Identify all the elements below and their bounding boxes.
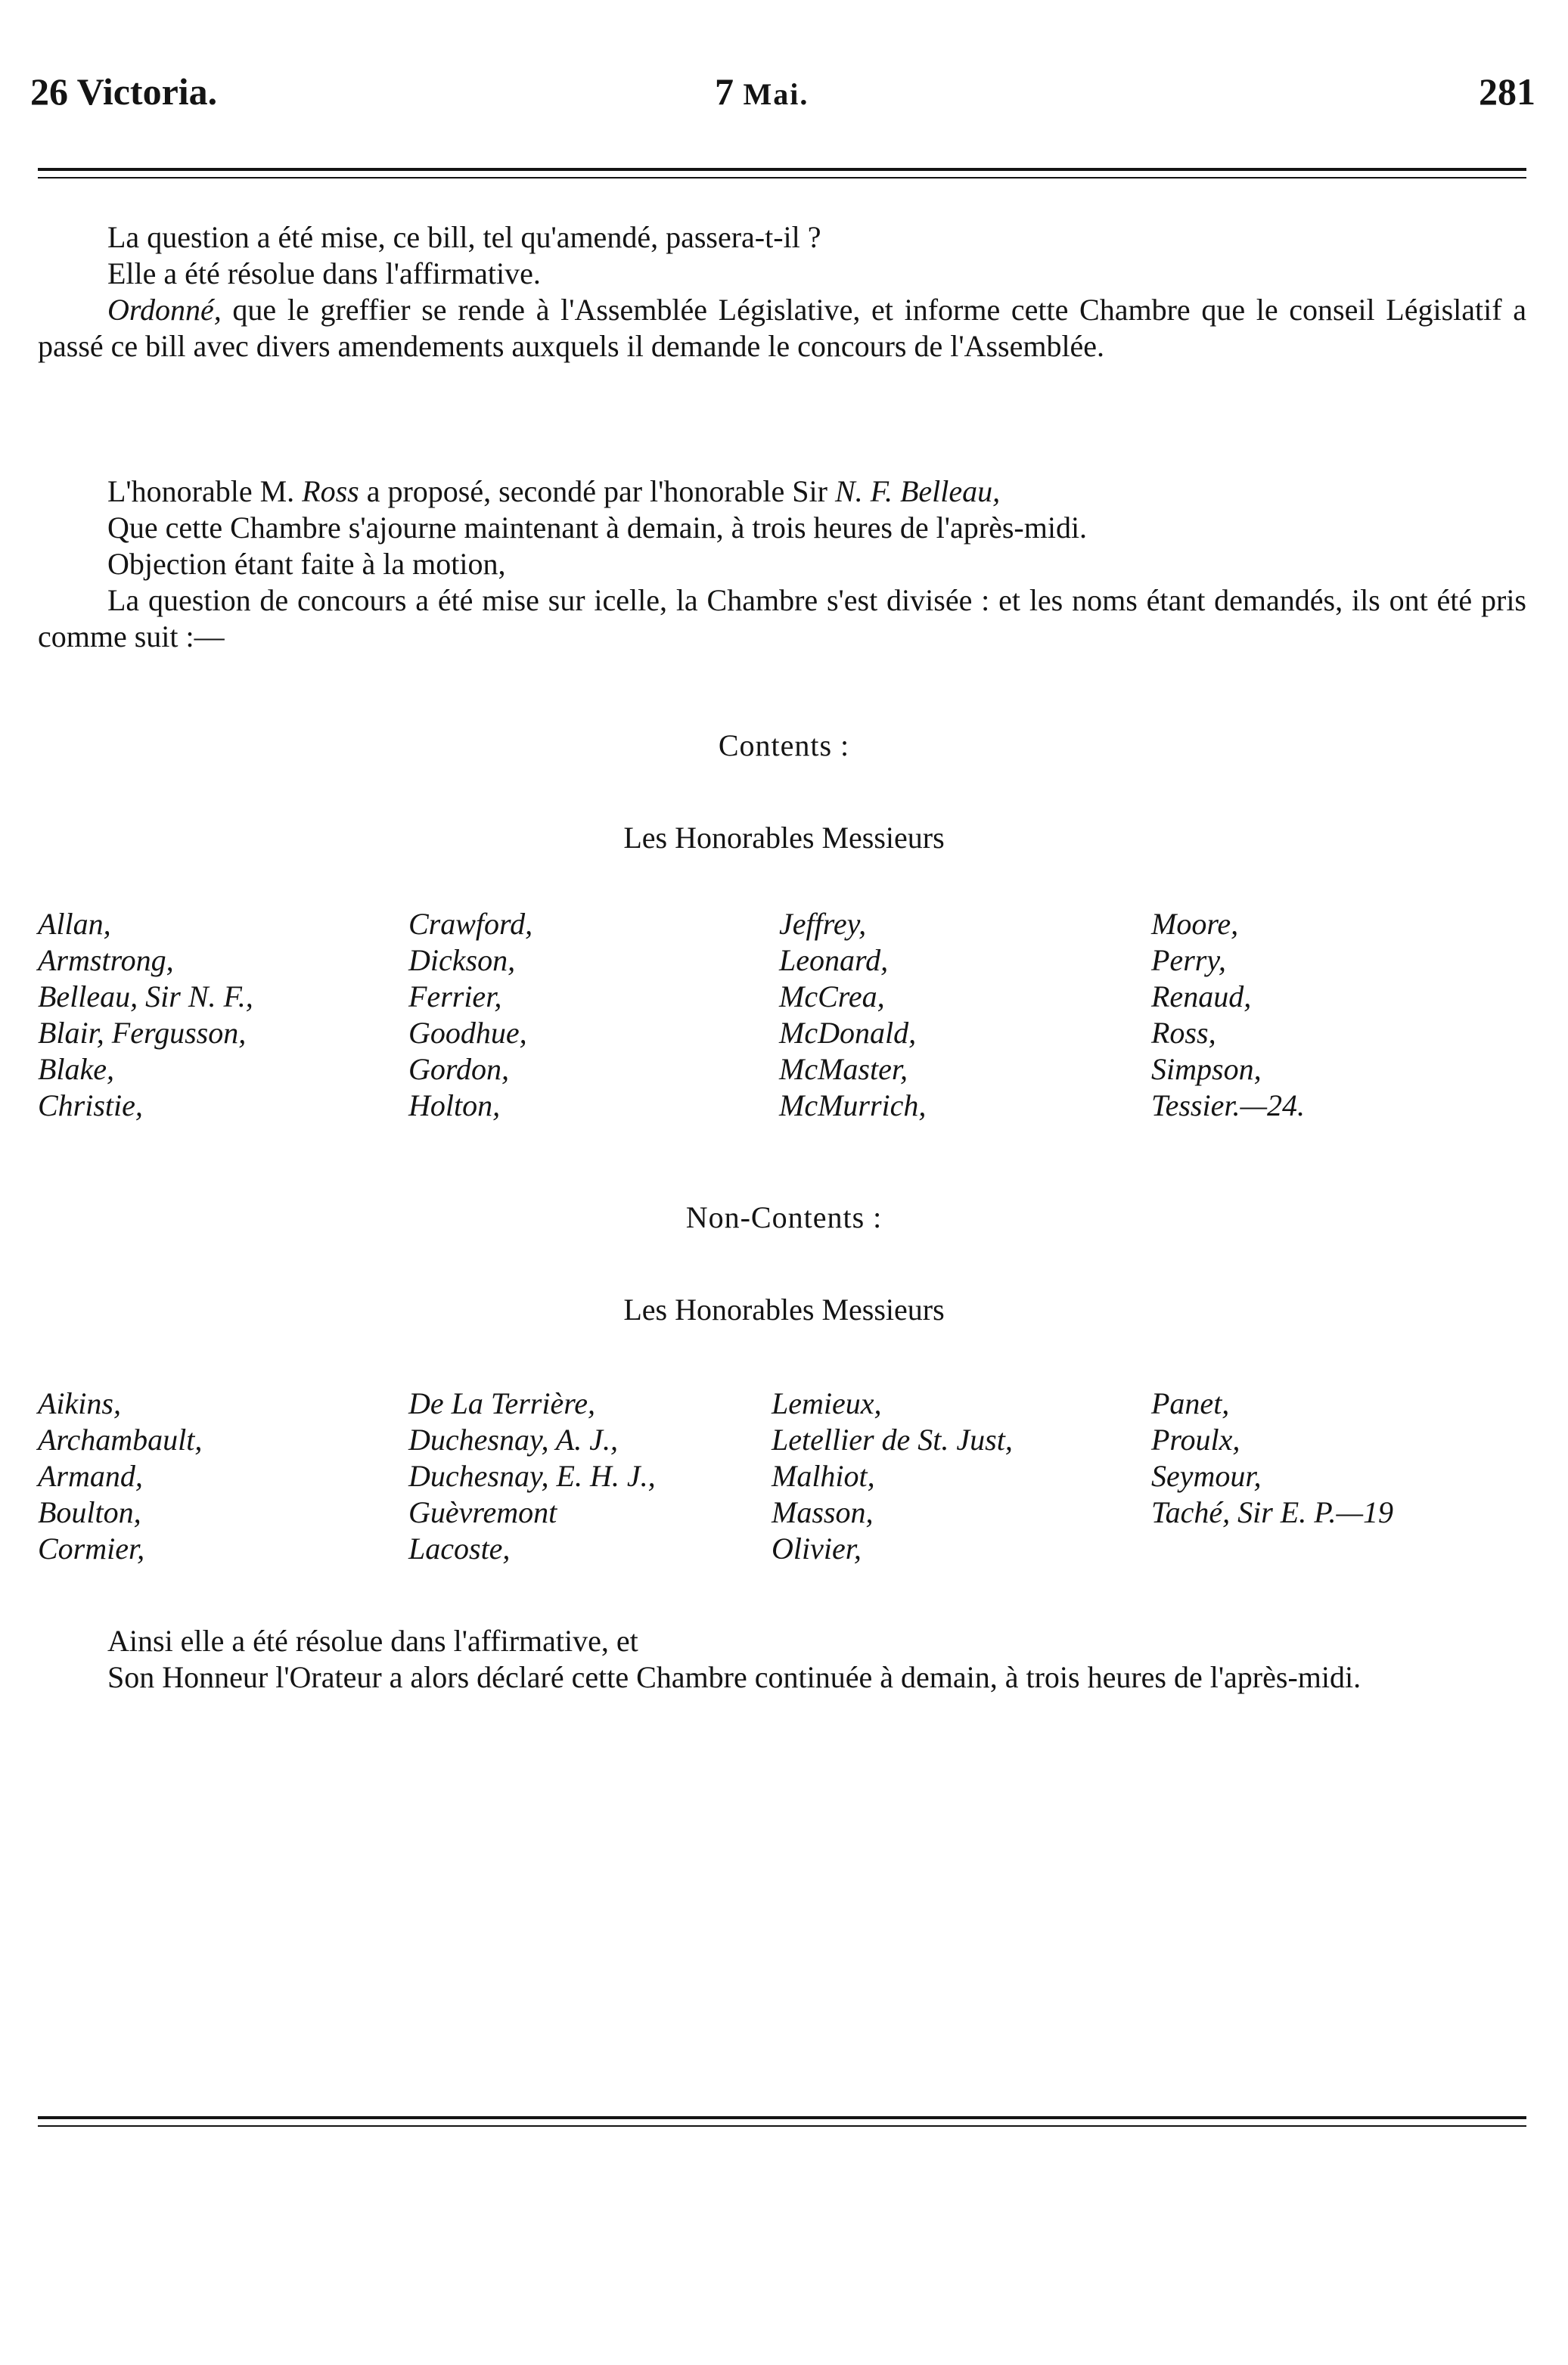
member-name: Seymour, [1151,1459,1262,1493]
member-name: Blair, Fergusson, [38,1016,247,1050]
member-name: Goodhue, [408,1016,527,1050]
motion-text-b: a proposé, secondé par l'honorable Sir [359,474,835,508]
running-header [30,70,1535,130]
member-name: Leonard, [779,943,889,977]
order-text: que le greffier se rende à l'Assemblée Législative, et informe cette Chambre que le conseil Législatif a passé ce bill avec divers amendements auxquels il demande le concours de l'Assemblée. [38,293,1526,363]
page-number: 281 [1479,70,1535,113]
member-name: Perry, [1151,943,1226,977]
member-name: Panet, [1151,1386,1230,1420]
member-name: Dickson, [408,943,516,977]
date-day: 7 [715,70,734,113]
contents-column-2 [408,906,779,1124]
header-rule-top [38,168,1526,171]
session-label: 26 Victoria. [30,70,218,113]
resolution-line: Elle a été résolue dans l'affirmative. [107,256,541,290]
member-name: Boulton, [38,1495,141,1529]
continuation-paragraph: Son Honneur l'Orateur a alors déclaré cette Chambre continuée à demain, à trois heures de l'après-midi. [107,1660,1362,1694]
member-name: Renaud, [1151,979,1252,1013]
member-name: Moore, [1151,907,1239,941]
member-name: Allan, [38,907,111,941]
non-contents-column-3 [772,1386,1142,1567]
motion-text: Que cette Chambre s'ajourne maintenant à demain, à trois heures de l'après-midi. [107,511,1088,545]
contents-column-3 [779,906,1150,1124]
bill-amended-paragraphs [38,219,1526,365]
member-name: Archambault, [38,1423,203,1457]
header-rule-bottom [38,177,1526,178]
mover-name: Ross [302,474,359,508]
contents-subheading: Les Honorables Messieurs [623,821,945,855]
member-name: McMaster, [779,1052,908,1086]
non-contents-column-1 [38,1386,408,1567]
non-contents-heading: Non-Contents : [685,1200,883,1234]
member-name: De La Terrière, [408,1386,596,1420]
footer-rule-bottom [38,2125,1526,2127]
member-name: Crawford, [408,907,533,941]
division-paragraph: La question de concours a été mise sur icelle, la Chambre s'est divisée : et les noms étant demandés, ils ont été pris comme suit :— [38,583,1526,653]
member-name: Duchesnay, A. J., [408,1423,618,1457]
member-name: Olivier, [772,1532,862,1566]
non-contents-column-2 [408,1386,779,1567]
member-name: McCrea, [779,979,885,1013]
question-line: La question a été mise, ce bill, tel qu'amendé, passera-t-il ? [107,220,821,254]
member-name: McMurrich, [779,1088,927,1122]
member-name: Proulx, [1151,1423,1240,1457]
contents-heading: Contents : [718,728,850,762]
contents-column-4 [1151,906,1522,1124]
member-name: Holton, [408,1088,501,1122]
member-name: Belleau, Sir N. F., [38,979,253,1013]
member-name: Ferrier, [408,979,502,1013]
member-name: Lacoste, [408,1532,511,1566]
motion-text-a: L'honorable M. [107,474,303,508]
result-line: Ainsi elle a été résolue dans l'affirmative, et [107,1624,638,1658]
member-name: Ross, [1151,1016,1216,1050]
member-name: Simpson, [1151,1052,1262,1086]
member-name: Guèvremont [408,1495,557,1529]
contents-column-1 [38,906,408,1124]
member-name: Blake, [38,1052,115,1086]
member-name: Gordon, [408,1052,509,1086]
adjournment-motion [38,473,1526,655]
member-name: Masson, [772,1495,874,1529]
motion-mover [38,473,1526,510]
seconder-name: N. F. Belleau, [834,474,1001,508]
member-name: Aikins, [38,1386,121,1420]
order-label: Ordonné, [107,293,222,327]
non-contents-subheading: Les Honorables Messieurs [623,1293,945,1327]
member-name: McDonald, [779,1016,917,1050]
date-month: Mai. [743,77,809,111]
member-name: Armand, [38,1459,143,1493]
member-name: Taché, Sir E. P.—19 [1151,1495,1394,1529]
member-name: Malhiot, [772,1459,875,1493]
objection-line: Objection étant faite à la motion, [107,547,506,581]
member-name: Cormier, [38,1532,145,1566]
member-name: Lemieux, [772,1386,882,1420]
date-label [715,70,809,113]
member-name: Armstrong, [38,943,174,977]
member-name: Christie, [38,1088,143,1122]
member-name: Tessier.—24. [1151,1088,1306,1122]
member-name: Duchesnay, E. H. J., [408,1459,656,1493]
member-name: Letellier de St. Just, [772,1423,1013,1457]
non-contents-column-4 [1151,1386,1522,1531]
order-paragraph [38,292,1526,365]
closing-paragraphs [38,1623,1526,1696]
member-name: Jeffrey, [779,907,867,941]
footer-rule-top [38,2116,1526,2119]
